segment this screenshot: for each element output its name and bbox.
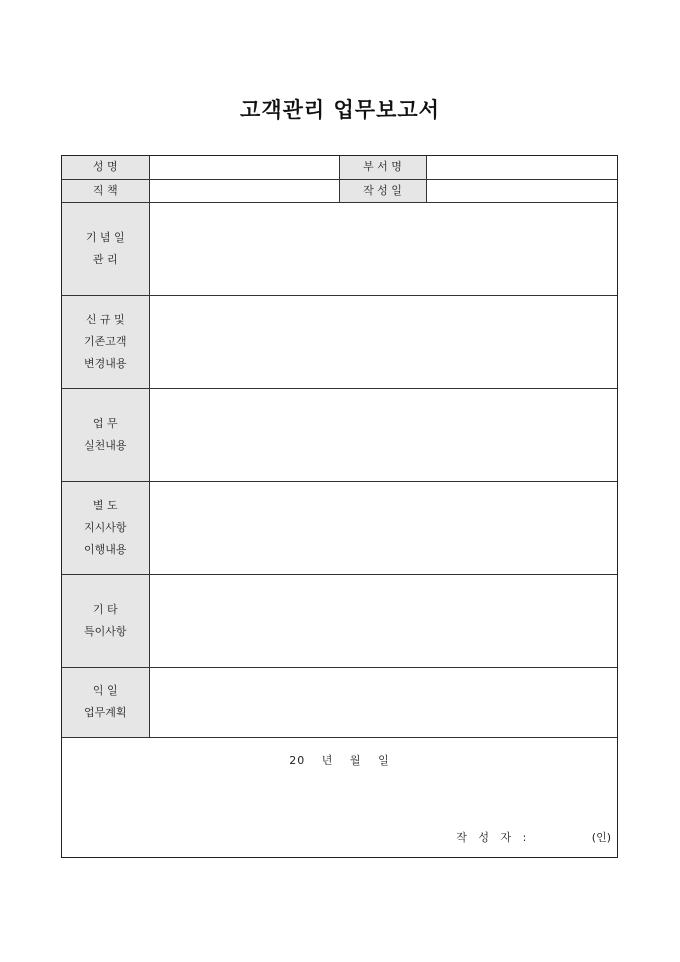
signature-area: [62, 736, 617, 857]
section-instructions: [62, 481, 617, 574]
written-date-field[interactable]: [426, 179, 617, 202]
seal-label: (인): [591, 831, 611, 844]
header-row-name: [62, 156, 617, 179]
section-work-practice: [62, 388, 617, 481]
report-form: [61, 155, 618, 858]
section-anniversary: [62, 202, 617, 295]
customer-changes-content[interactable]: [149, 295, 617, 388]
other-label: 기 타 특이사항: [62, 574, 149, 667]
next-day-content[interactable]: [149, 667, 617, 737]
name-label: 성 명: [62, 156, 149, 179]
written-date-label: 작 성 일: [339, 179, 426, 202]
other-content[interactable]: [149, 574, 617, 667]
customer-changes-label: 신 규 및 기존고객 변경내용: [62, 295, 149, 388]
author-label: 작 성 자 :: [456, 831, 531, 844]
name-field[interactable]: [149, 156, 339, 179]
day-label: 일: [378, 754, 390, 767]
author-line: [456, 829, 611, 845]
department-field[interactable]: [426, 156, 617, 179]
position-field[interactable]: [149, 179, 339, 202]
position-label: 직 책: [62, 179, 149, 202]
year-label: 년: [321, 754, 334, 767]
section-customer-changes: [62, 295, 617, 388]
anniversary-label: 기 념 일 관 리: [62, 202, 149, 295]
next-day-label: 익 일 업무계획: [62, 667, 149, 737]
month-label: 월: [349, 754, 362, 767]
report-table: [62, 156, 617, 738]
section-next-day: [62, 667, 617, 737]
instructions-content[interactable]: [149, 481, 617, 574]
header-row-position: [62, 179, 617, 202]
work-practice-label: 업 무 실천내용: [62, 388, 149, 481]
department-label: 부 서 명: [339, 156, 426, 179]
work-practice-content[interactable]: [149, 388, 617, 481]
instructions-label: 별 도 지시사항 이행내용: [62, 481, 149, 574]
anniversary-content[interactable]: [149, 202, 617, 295]
section-other: [62, 574, 617, 667]
date-prefix: 20: [289, 754, 306, 767]
date-line: [62, 752, 617, 768]
document-title: 고객관리 업무보고서: [240, 98, 440, 122]
